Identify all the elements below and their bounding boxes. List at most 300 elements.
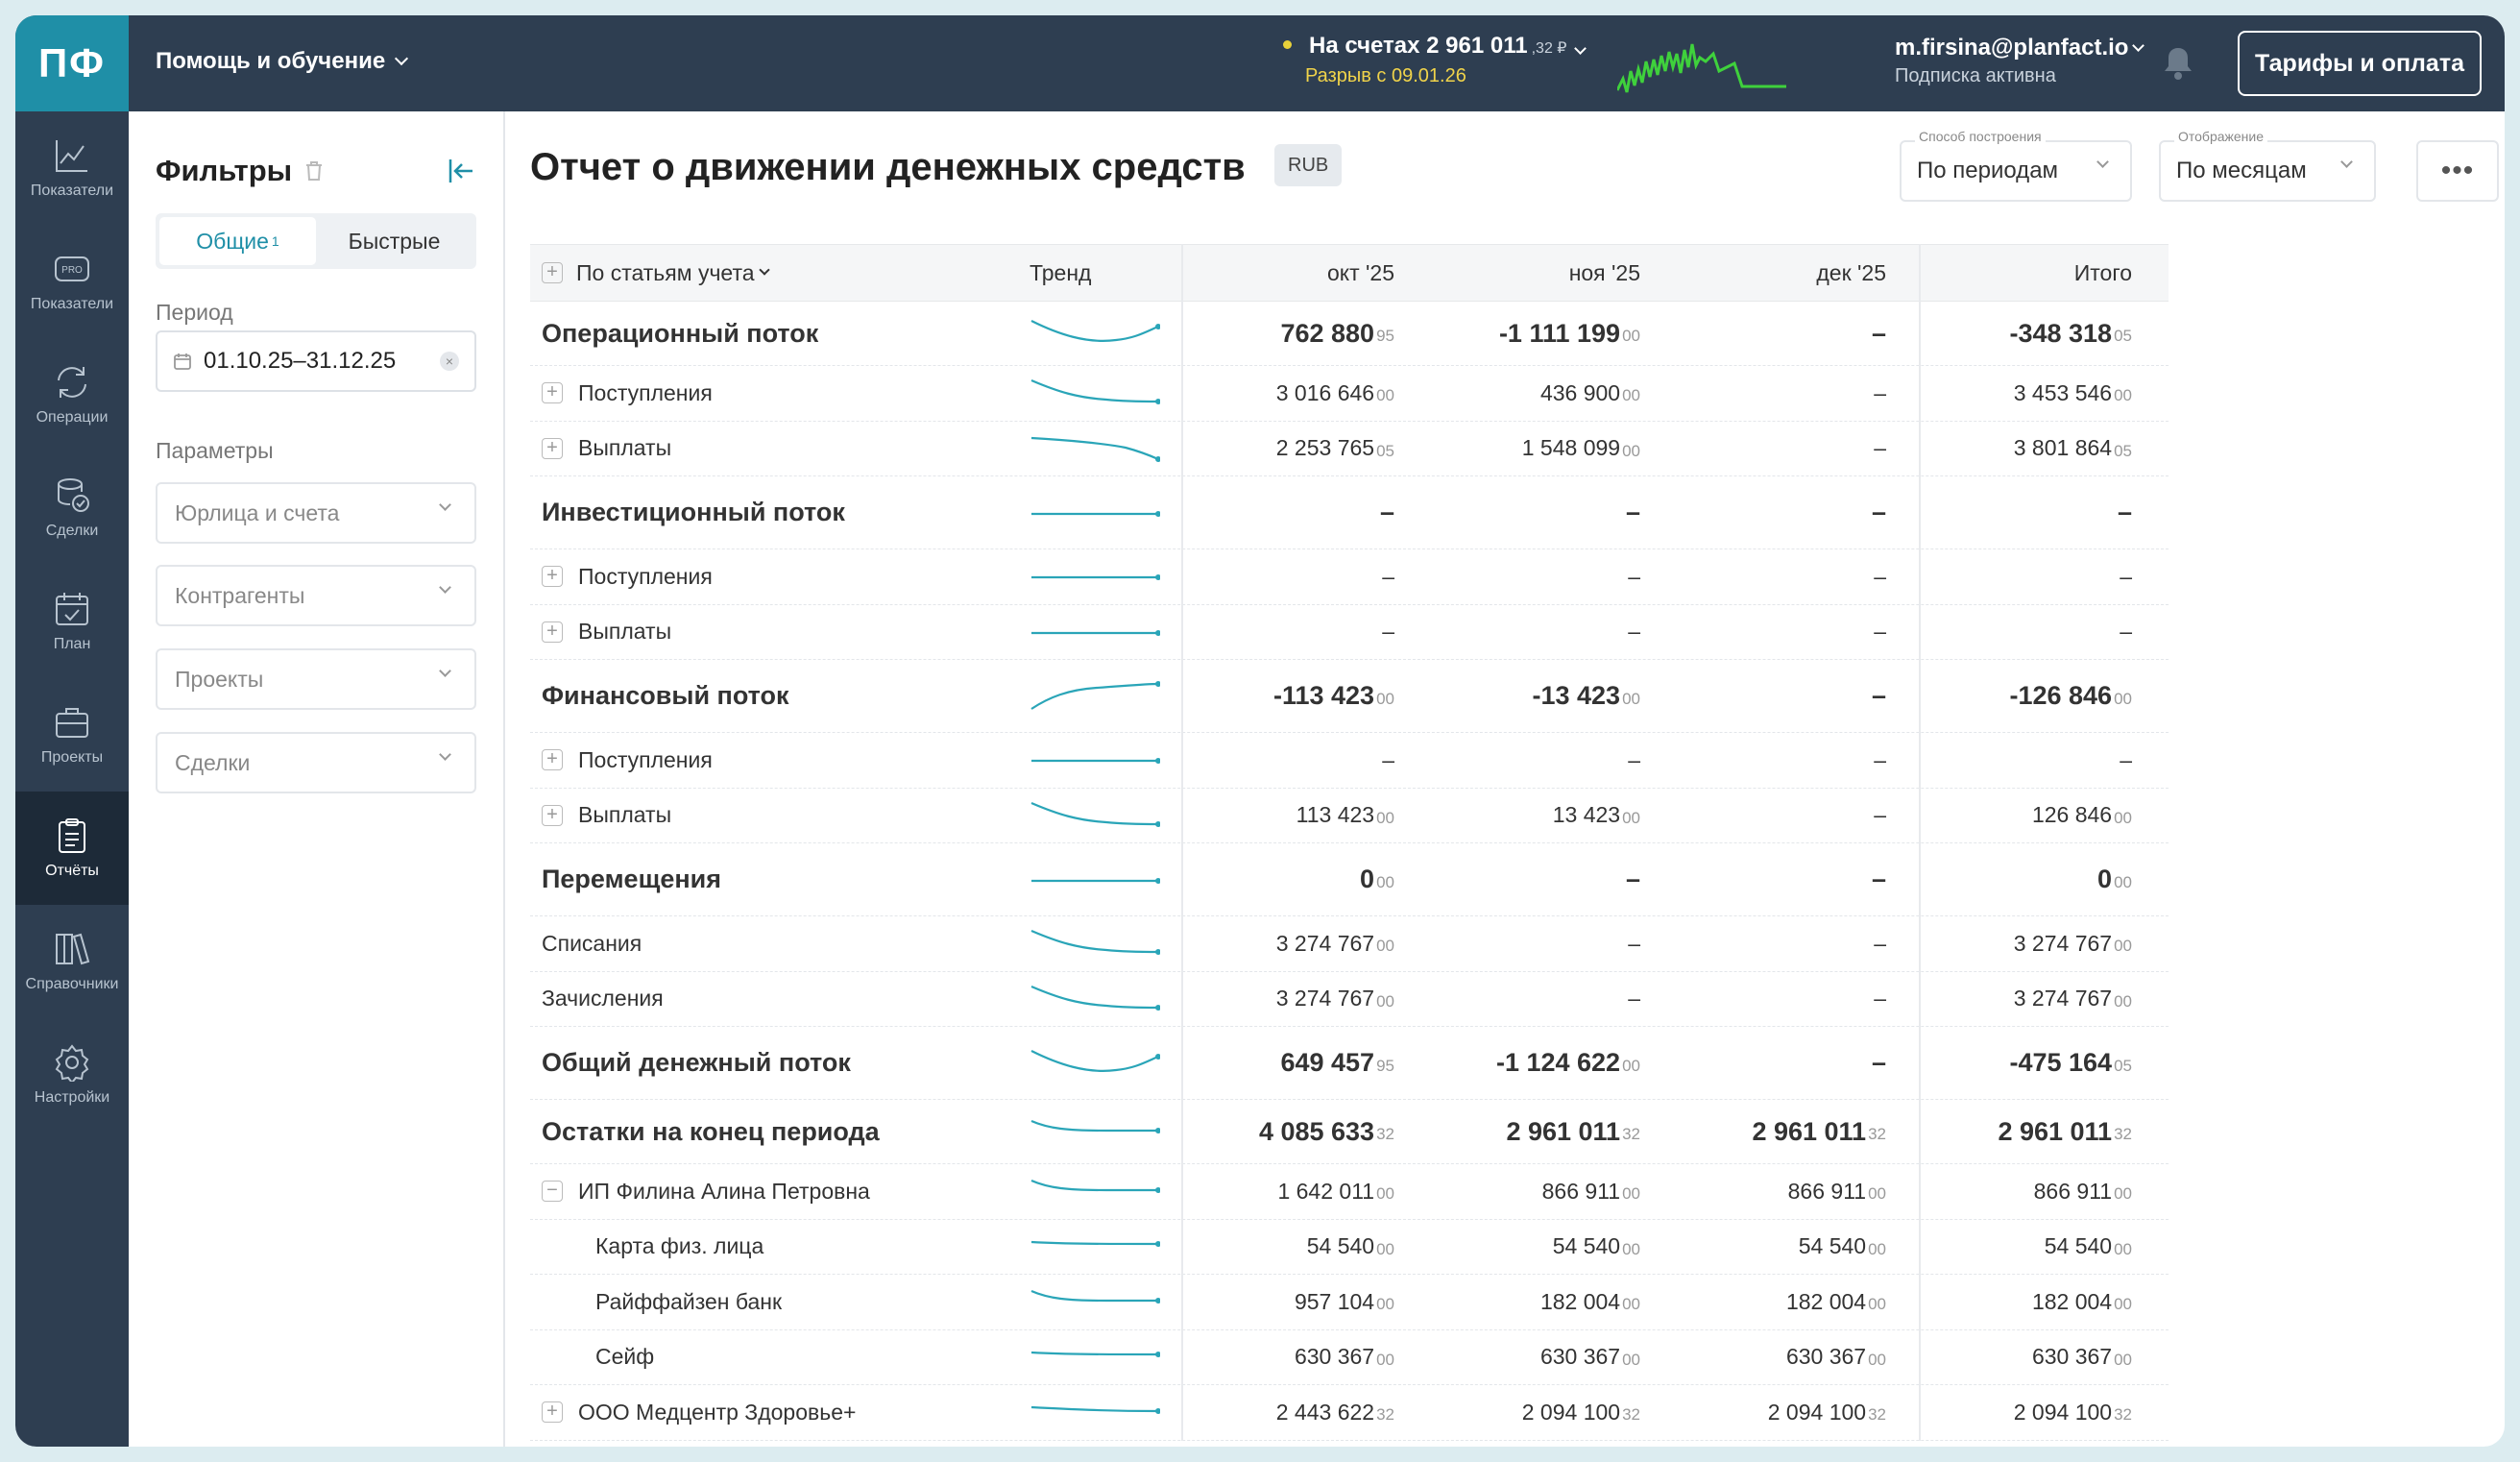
value-cell[interactable] (1684, 1330, 1886, 1385)
value-cell[interactable] (1439, 366, 1640, 421)
value-cell[interactable] (1439, 1330, 1640, 1385)
value-cell[interactable] (1684, 972, 1886, 1027)
value-cents: 00 (1376, 1350, 1394, 1369)
value-cell[interactable] (1684, 1275, 1886, 1329)
expand-icon[interactable]: + (542, 749, 563, 770)
value-cell[interactable] (1930, 972, 2132, 1027)
value-cents: 00 (1622, 386, 1640, 405)
value-int: – (1871, 318, 1886, 348)
value-cell[interactable] (1684, 1220, 1886, 1275)
value-cents: 95 (1376, 1056, 1394, 1075)
top-bar (15, 15, 2505, 111)
user-menu[interactable] (1895, 35, 2143, 87)
value-cell[interactable] (1439, 1220, 1640, 1275)
value-int: 1 548 099 (1521, 435, 1621, 461)
subscription-status: Подписка активна (1895, 65, 2056, 86)
nav-plan[interactable] (15, 565, 129, 678)
row-name: Общий денежный поток (542, 1048, 851, 1077)
value-cents: 00 (1376, 872, 1394, 891)
month-header-dec[interactable]: дек '25 (1816, 259, 1886, 285)
value-cents: 00 (1622, 1056, 1640, 1075)
group-by-label: По статьям учета (576, 259, 755, 285)
value-cents: 00 (2114, 937, 2132, 956)
value-cell[interactable] (1930, 476, 2132, 548)
value-cents: 32 (2114, 1405, 2132, 1425)
help-label: Помощь и обучение (156, 48, 386, 74)
calendar-check-icon (53, 590, 91, 628)
nav-label: Показатели (30, 183, 114, 199)
value-cell[interactable] (1193, 1220, 1394, 1275)
trend-sparkline (1030, 1385, 1160, 1440)
value-cell[interactable] (1193, 733, 1394, 788)
value-cell[interactable] (1684, 422, 1886, 476)
trend-sparkline (1030, 789, 1160, 843)
value-cell[interactable] (1684, 605, 1886, 660)
app-window (15, 15, 2505, 1447)
value-cell[interactable] (1439, 1100, 1640, 1163)
value-int: – (1382, 563, 1394, 589)
currency-badge[interactable]: RUB (1274, 144, 1342, 186)
nav-directories[interactable] (15, 905, 129, 1018)
row-name: Инвестиционный поток (542, 498, 845, 526)
value-cell[interactable] (1930, 605, 2132, 660)
select-label: Контрагенты (175, 582, 305, 608)
value-cell[interactable] (1930, 1330, 2132, 1385)
filter-tabs (156, 213, 476, 269)
value-cents: 32 (1868, 1405, 1886, 1425)
value-cell[interactable] (1930, 1027, 2132, 1099)
trend-sparkline (1030, 733, 1160, 788)
value-int: – (2117, 498, 2132, 526)
value-int: 54 540 (1306, 1233, 1375, 1259)
value-cell[interactable] (1439, 302, 1640, 365)
trend-sparkline (1030, 660, 1160, 732)
counterparties-select[interactable] (156, 565, 476, 626)
column-separator (1919, 244, 1921, 1441)
expand-icon[interactable]: + (542, 621, 563, 643)
value-int: -13 423 (1532, 681, 1621, 710)
tariffs-button[interactable]: Тарифы и оплата (2238, 31, 2482, 96)
value-cell[interactable] (1930, 422, 2132, 476)
value-cents: 00 (1376, 1184, 1394, 1204)
value-int: 2 961 011 (1506, 1116, 1621, 1146)
value-int: – (1871, 865, 1886, 893)
value-int: – (1382, 746, 1394, 772)
entities-select[interactable] (156, 482, 476, 544)
value-cell[interactable] (1684, 1164, 1886, 1219)
trash-icon[interactable] (305, 160, 323, 182)
value-int: 3 801 864 (2013, 435, 2113, 461)
nav-settings[interactable] (15, 1018, 129, 1132)
value-int: 0 (2097, 865, 2113, 893)
build-method-value: По периодам (1917, 158, 2059, 183)
status-dot-icon (1283, 40, 1292, 49)
value-cell[interactable] (1930, 733, 2132, 788)
nav-projects[interactable] (15, 678, 129, 792)
table-row (530, 1330, 2169, 1386)
value-cell[interactable] (1930, 549, 2132, 604)
trend-sparkline (1030, 422, 1160, 476)
value-cell[interactable] (1193, 605, 1394, 660)
value-int: 2 094 100 (1767, 1399, 1867, 1425)
expand-icon[interactable]: + (542, 438, 563, 459)
display-caption: Отображение (2174, 129, 2267, 144)
nav-label: Справочники (25, 976, 119, 992)
value-cell[interactable] (1193, 1027, 1394, 1099)
value-cell[interactable] (1193, 422, 1394, 476)
table-row[interactable] (530, 549, 2169, 605)
value-int: 3 453 546 (2013, 379, 2113, 405)
display-select[interactable] (2159, 129, 2376, 202)
value-cents: 00 (1376, 386, 1394, 405)
value-cell[interactable] (1193, 476, 1394, 548)
nav-label: Проекты (40, 749, 104, 766)
value-int: – (1871, 1048, 1886, 1077)
section-row (530, 843, 2169, 916)
page-title: Отчет о движении денежных средств (530, 146, 1246, 188)
value-cell[interactable] (1439, 1385, 1640, 1440)
value-int: – (2120, 619, 2132, 645)
help-menu[interactable] (156, 48, 406, 75)
value-cents: 00 (2114, 1350, 2132, 1369)
value-int: 54 540 (1552, 1233, 1621, 1259)
value-cell[interactable] (1439, 843, 1640, 915)
value-int: -113 423 (1272, 681, 1375, 710)
value-cell[interactable] (1684, 302, 1886, 365)
table-row[interactable] (530, 789, 2169, 844)
row-name: Райффайзен банк (595, 1288, 783, 1314)
value-cents: 05 (2114, 1056, 2132, 1075)
value-cell[interactable] (1930, 660, 2132, 732)
value-int: – (1874, 746, 1886, 772)
value-int: – (1874, 563, 1886, 589)
value-cents: 32 (1376, 1405, 1394, 1425)
value-cell[interactable] (1684, 843, 1886, 915)
month-header-oct[interactable]: окт '25 (1326, 259, 1394, 285)
value-cents: 00 (2114, 1184, 2132, 1204)
value-cell[interactable] (1930, 1100, 2132, 1163)
section-row (530, 1027, 2169, 1100)
value-cell[interactable] (1439, 1027, 1640, 1099)
value-int: 2 094 100 (2013, 1399, 2113, 1425)
table-row[interactable] (530, 422, 2169, 477)
trend-sparkline (1030, 1330, 1160, 1385)
table-row (530, 916, 2169, 972)
value-cents: 32 (2114, 1125, 2132, 1143)
table-row[interactable] (530, 1164, 2169, 1220)
value-cents: 00 (2114, 689, 2132, 708)
value-cell[interactable] (1684, 660, 1886, 732)
value-cell[interactable] (1193, 843, 1394, 915)
report-area (505, 111, 2505, 1447)
build-method-select[interactable] (1900, 129, 2132, 202)
value-cell[interactable] (1439, 660, 1640, 732)
row-name: Поступления (578, 563, 713, 589)
value-int: 182 004 (2031, 1288, 2113, 1314)
trend-sparkline (1030, 366, 1160, 421)
table-body (530, 302, 2169, 1441)
value-cell[interactable] (1439, 1275, 1640, 1329)
table-row[interactable] (530, 605, 2169, 661)
nav-operations[interactable] (15, 338, 129, 451)
value-cents: 32 (1376, 1125, 1394, 1143)
value-cell[interactable] (1684, 476, 1886, 548)
value-cell[interactable] (1439, 422, 1640, 476)
value-cell[interactable] (1930, 916, 2132, 971)
value-cents: 05 (2114, 441, 2132, 460)
value-int: 866 911 (2033, 1178, 2113, 1204)
chevron-down-icon (395, 52, 408, 65)
nav-indicators-pro[interactable] (15, 225, 129, 338)
balance-sparkline (1617, 33, 1790, 100)
value-int: 4 085 633 (1258, 1116, 1375, 1146)
trend-sparkline (1030, 972, 1160, 1027)
section-row (530, 302, 2169, 366)
row-name: Карта физ. лица (595, 1233, 764, 1259)
value-cell[interactable] (1193, 1275, 1394, 1329)
user-email: m.firsina@planfact.io (1895, 35, 2129, 61)
cash-gap-warning: Разрыв с 09.01.26 (1305, 65, 1466, 86)
period-label: Период (156, 300, 233, 325)
value-cell[interactable] (1193, 789, 1394, 843)
balance-cents: ,32 ₽ (1531, 40, 1567, 57)
value-int: -475 164 (2009, 1048, 2113, 1077)
value-cell[interactable] (1930, 366, 2132, 421)
table-row (530, 1220, 2169, 1276)
briefcase-icon (53, 703, 91, 742)
value-int: 3 274 767 (2013, 930, 2113, 956)
collapse-panel-icon[interactable] (448, 158, 476, 184)
value-int: 630 367 (1785, 1344, 1867, 1370)
value-int: 630 367 (1294, 1344, 1375, 1370)
value-cell[interactable] (1684, 1027, 1886, 1099)
value-cents: 00 (2114, 386, 2132, 405)
value-cell[interactable] (1439, 1164, 1640, 1219)
bell-icon[interactable] (2163, 46, 2193, 81)
value-cell[interactable] (1930, 1220, 2132, 1275)
value-int: – (1874, 435, 1886, 461)
more-button[interactable]: ••• (2416, 140, 2499, 202)
value-int: – (1874, 986, 1886, 1011)
chevron-down-icon (439, 748, 451, 761)
value-cents: 05 (2114, 327, 2132, 345)
nav-label: План (53, 636, 91, 652)
value-cents: 00 (1622, 689, 1640, 708)
value-cell[interactable] (1684, 1100, 1886, 1163)
value-cell[interactable] (1439, 733, 1640, 788)
value-cell[interactable] (1930, 1164, 2132, 1219)
value-int: 436 900 (1539, 379, 1621, 405)
row-name: ООО Медцентр Здоровье+ (578, 1399, 857, 1425)
gear-icon (53, 1043, 91, 1082)
value-cell[interactable] (1193, 916, 1394, 971)
value-cents: 00 (2114, 1239, 2132, 1258)
trend-sparkline (1030, 605, 1160, 660)
logo[interactable]: ПФ (15, 15, 129, 111)
value-cents: 00 (1622, 808, 1640, 827)
value-int: 3 274 767 (1275, 986, 1375, 1011)
value-int: – (1874, 379, 1886, 405)
value-int: – (1379, 498, 1394, 526)
value-int: – (1628, 563, 1640, 589)
value-int: 1 642 011 (1277, 1178, 1375, 1204)
expand-all-icon[interactable]: + (542, 262, 563, 283)
value-cell[interactable] (1439, 605, 1640, 660)
value-cents: 00 (1622, 1239, 1640, 1258)
value-int: -126 846 (2009, 681, 2113, 710)
projects-select[interactable] (156, 648, 476, 710)
expand-icon[interactable]: + (542, 1401, 563, 1423)
nav-label: Настройки (34, 1089, 110, 1106)
tab-general-label: Общие (196, 228, 269, 254)
value-cell[interactable] (1930, 843, 2132, 915)
expand-icon[interactable]: + (542, 382, 563, 403)
value-int: 3 016 646 (1275, 379, 1375, 405)
trend-sparkline (1030, 302, 1160, 365)
row-name: Выплаты (578, 435, 672, 461)
value-int: 957 104 (1294, 1288, 1375, 1314)
value-int: – (1628, 619, 1640, 645)
nav-label: Отчёты (45, 863, 99, 879)
chevron-down-icon (439, 581, 451, 594)
value-cell[interactable] (1193, 302, 1394, 365)
row-name: Зачисления (542, 986, 664, 1011)
nav-indicators[interactable] (15, 111, 129, 225)
tab-quick[interactable]: Быстрые (348, 228, 441, 254)
trend-sparkline (1030, 1275, 1160, 1329)
value-cents: 00 (2114, 1295, 2132, 1314)
value-cents: 32 (1622, 1125, 1640, 1143)
cashflow-table (530, 244, 2169, 1441)
expand-icon[interactable]: + (542, 566, 563, 587)
value-cell[interactable] (1439, 549, 1640, 604)
value-cell[interactable] (1684, 789, 1886, 843)
nav-deals[interactable] (15, 451, 129, 565)
select-label: Юрлица и счета (175, 500, 340, 525)
value-cell[interactable] (1193, 1330, 1394, 1385)
value-cell[interactable] (1193, 660, 1394, 732)
value-cell[interactable] (1930, 789, 2132, 843)
value-cents: 00 (1868, 1184, 1886, 1204)
value-int: 3 274 767 (2013, 986, 2113, 1011)
value-cell[interactable] (1193, 1385, 1394, 1440)
value-cell[interactable] (1439, 789, 1640, 843)
value-cents: 00 (1868, 1295, 1886, 1314)
group-by-select[interactable] (542, 245, 768, 301)
value-cents: 00 (1868, 1239, 1886, 1258)
chevron-down-icon (439, 665, 451, 677)
value-cell[interactable] (1193, 549, 1394, 604)
row-name: Списания (542, 930, 642, 956)
value-cell[interactable] (1684, 366, 1886, 421)
chevron-down-icon (2096, 156, 2109, 168)
value-cell[interactable] (1930, 1385, 2132, 1440)
collapse-icon[interactable]: − (542, 1181, 563, 1202)
value-cell[interactable] (1684, 916, 1886, 971)
filters-title: Фильтры (156, 154, 293, 187)
coins-icon (53, 476, 91, 515)
value-cell[interactable] (1193, 1100, 1394, 1163)
value-int: 182 004 (1785, 1288, 1867, 1314)
value-cell[interactable] (1439, 476, 1640, 548)
value-int: -1 124 622 (1495, 1048, 1621, 1077)
tab-general[interactable] (159, 217, 316, 265)
value-cell[interactable] (1684, 1385, 1886, 1440)
value-int: – (1874, 802, 1886, 828)
section-row (530, 1100, 2169, 1164)
section-row (530, 476, 2169, 549)
value-int: 113 423 (1296, 802, 1375, 828)
value-cents: 00 (1622, 441, 1640, 460)
value-cell[interactable] (1684, 733, 1886, 788)
table-row[interactable] (530, 733, 2169, 789)
chart-line-icon (53, 136, 91, 175)
value-cents: 00 (1376, 1239, 1394, 1258)
row-name: Выплаты (578, 619, 672, 645)
value-cell[interactable] (1439, 916, 1640, 971)
trend-sparkline (1030, 1027, 1160, 1099)
trend-sparkline (1030, 1100, 1160, 1163)
deals-select[interactable] (156, 732, 476, 793)
month-header-nov[interactable]: ноя '25 (1568, 259, 1640, 285)
clipboard-icon (53, 816, 91, 855)
value-int: 126 846 (2031, 802, 2113, 828)
chevron-down-icon (759, 264, 769, 275)
row-name: ИП Филина Алина Петровна (578, 1178, 870, 1204)
value-cell[interactable] (1193, 366, 1394, 421)
value-cents: 00 (1376, 808, 1394, 827)
nav-reports[interactable] (15, 792, 129, 905)
table-row (530, 972, 2169, 1028)
svg-text:PRO: PRO (61, 265, 83, 276)
value-cell[interactable] (1193, 972, 1394, 1027)
value-cents: 00 (1622, 327, 1640, 345)
value-int: – (1874, 619, 1886, 645)
period-field[interactable] (156, 330, 476, 392)
value-int: 2 253 765 (1275, 435, 1375, 461)
value-cents: 00 (1376, 689, 1394, 708)
trend-sparkline (1030, 476, 1160, 548)
value-cents: 05 (1376, 441, 1394, 460)
trend-sparkline (1030, 1220, 1160, 1275)
column-separator (1181, 244, 1183, 1441)
value-cell[interactable] (1439, 972, 1640, 1027)
table-row[interactable] (530, 1385, 2169, 1441)
value-cents: 00 (1868, 1350, 1886, 1369)
row-name: Поступления (578, 746, 713, 772)
value-int: -348 318 (2009, 318, 2113, 348)
value-cell[interactable] (1930, 302, 2132, 365)
value-cell[interactable] (1684, 549, 1886, 604)
table-row[interactable] (530, 366, 2169, 422)
balance-label: На счетах 2 961 011 (1309, 33, 1528, 59)
value-cell[interactable] (1193, 1164, 1394, 1219)
value-cents: 00 (1622, 1350, 1640, 1369)
value-int: – (1628, 930, 1640, 956)
row-name: Остатки на конец периода (542, 1116, 880, 1146)
value-int: 54 540 (2044, 1233, 2113, 1259)
value-int: 866 911 (1541, 1178, 1621, 1204)
expand-icon[interactable]: + (542, 805, 563, 826)
balance-widget[interactable] (1283, 33, 1585, 87)
value-cell[interactable] (1930, 1275, 2132, 1329)
value-cents: 00 (2114, 808, 2132, 827)
chevron-down-icon (439, 499, 451, 511)
display-value: По месяцам (2176, 158, 2307, 183)
row-name: Финансовый поток (542, 681, 789, 710)
clear-period-icon[interactable]: × (440, 352, 459, 371)
value-cents: 95 (1376, 327, 1394, 345)
